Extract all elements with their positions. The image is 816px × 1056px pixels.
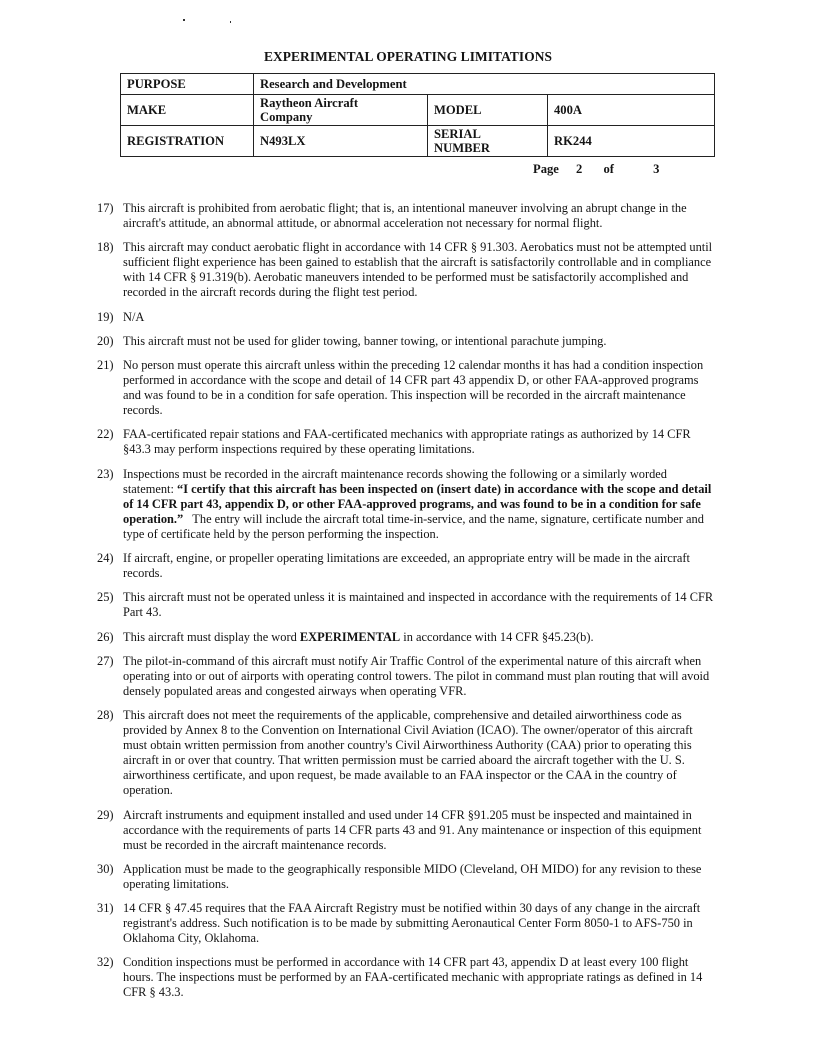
item-number: 25) [97,590,114,605]
list-item-21 [97,358,717,418]
item-text: No person must operate this aircraft unless within the preceding 12 calendar months it has had a condition inspection performed in accordance with the scope and detail of 14 CFR part 43 appendix D, or other FAA-approved programs and was found to be in a condition for safe operation. This inspection will be recorded in the aircraft maintenance records. [123,358,704,418]
item-text: If aircraft, engine, or propeller operating limitations are exceeded, an appropriate entry will be made in the aircraft records. [123,551,690,581]
item-text: This aircraft is prohibited from aerobatic flight; that is, an intentional maneuver involving an abrupt change in the aircraft's attitude, an abnormal attitude, or abnormal acceleration not necessary for normal flight. [123,201,687,230]
page-current: 2 [576,162,583,176]
table-row-registration [121,126,715,157]
page-indicator [533,162,659,177]
list-item-23 [97,467,717,542]
document-title: EXPERIMENTAL OPERATING LIMITATIONS [263,49,553,64]
registration-value: N493LX [254,126,428,157]
page-cutoff [0,1004,816,1056]
model-label: MODEL [428,95,548,126]
item-text: The entry will include the aircraft total time-in-service, and the name, signature, certificate number and type of certificate held by the person performing the inspection. [123,511,707,541]
item-number: 21) [97,358,114,373]
aircraft-info-table [120,73,715,157]
table-row-make [121,95,715,126]
list-item-26 [97,630,717,645]
registration-label: REGISTRATION [121,126,254,157]
purpose-label: PURPOSE [121,74,254,95]
list-item-22 [97,427,717,457]
item-text: The pilot-in-command of this aircraft must notify Air Traffic Control of the experimental nature of this aircraft when operating into or out of airports with operating control towers. The pilot in command must plan routing that will avoid densely populated areas and congested airways when operating VFR. [123,653,710,698]
list-item-27 [97,654,717,699]
model-value: 400A [548,95,715,126]
item-number: 20) [97,333,114,348]
item-number: 19) [97,309,114,324]
limitations-list [97,201,717,1010]
list-item-25 [97,590,717,620]
page-total: 3 [653,162,660,176]
item-text: Application must be made to the geographically responsible MIDO (Cleveland, OH MIDO) for any revision to these operating limitations. [123,861,702,891]
list-item-19 [97,310,717,325]
item-text: Inspections must be recorded in the aircraft maintenance records showing the following or a similarly worded statement: [123,466,667,496]
item-number: 28) [97,708,114,723]
scan-speck [183,19,185,21]
certification-statement: “I certify that this aircraft has been inspected on (insert date) in accordance with the scope and detail of 14 CFR part 43, appendix D, or other FAA-approved programs, and was found to be in a condition for safe operation.” [123,481,712,526]
item-text: N/A [123,309,145,324]
list-item-24 [97,551,717,581]
item-number: 29) [97,807,114,822]
item-text: This aircraft must display the word [123,629,300,644]
list-item-30 [97,862,717,892]
item-text: This aircraft may conduct aerobatic flight in accordance with 14 CFR § 91.303. Aerobatics must not be attempted until sufficient flight experience has been gained to establish that the aircraft is satisfactorily controllable and in compliance with 14 CFR § 91.319(b). Aerobatic maneuvers intended to be performed must be satisfactorily accomplished and recorded in the aircraft records during the flight test period. [123,240,713,300]
experimental-word: EXPERIMENTAL [299,629,401,644]
make-value-text: Raytheon Aircraft Company [260,96,359,124]
item-number: 31) [97,901,114,916]
item-number: 32) [97,955,114,970]
page-of-label: of [603,162,614,176]
serial-value: RK244 [548,126,715,157]
list-item-31 [97,901,717,946]
list-item-18 [97,240,717,300]
list-item-29 [97,808,717,853]
item-text: This aircraft does not meet the requirements of the applicable, comprehensive and detailed airworthiness code as provided by Annex 8 to the Convention on International Civil Aviation (ICAO). The owner/operator of this aircraft must obtain written permission from another country's Civil Airworthiness Authority (CAA) prior to operating this aircraft in or over that country. That written permission must be carried aboard the aircraft together with the U. S. airworthiness certificate, and upon request, be made available to an FAA inspector or the CAA in the country of operation. [123,708,693,798]
item-text: This aircraft must not be operated unless it is maintained and inspected in accordance with the requirements of 14 CFR Part 43. [123,590,714,620]
item-text: Condition inspections must be performed in accordance with 14 CFR part 43, appendix D at least every 100 flight hours. The inspections must be performed by an FAA-certificated mechanic with appropriate ratings as defined in 14 CFR § 43.3. [123,955,703,1000]
item-text: 14 CFR § 47.45 requires that the FAA Aircraft Registry must be notified within 30 days of any change in the aircraft registrant's address. Such notification is to be made by submitting Aeronautical Center Form 8050-1 to AFS-750 in Oklahoma City, Oklahoma. [123,901,701,946]
item-number: 18) [97,240,114,255]
list-item-28 [97,708,717,798]
item-number: 26) [97,629,114,644]
item-number: 27) [97,653,114,668]
serial-label-text: SERIAL NUMBER [434,127,490,155]
item-number: 22) [97,427,114,442]
purpose-value: Research and Development [254,74,715,95]
page-label: Page [533,162,559,176]
item-text: FAA-certificated repair stations and FAA-certificated mechanics with appropriate ratings as authorized by 14 CFR §43.3 may perform inspections required by these operating limitations. [123,427,691,457]
item-number: 23) [97,466,114,481]
item-text: Aircraft instruments and equipment installed and used under 14 CFR §91.205 must be inspected and maintained in accordance with the requirements of parts 14 CFR parts 43 and 91. Any maintenance or inspection of this equipment must be recorded in the aircraft maintenance records. [123,807,702,852]
serial-label [428,126,548,157]
list-item-32 [97,955,717,1000]
item-number: 17) [97,201,114,215]
item-number: 30) [97,861,114,876]
list-item-17 [97,201,717,231]
scan-speck [230,21,231,23]
item-number: 24) [97,551,114,566]
table-row-purpose [121,74,715,95]
make-value [254,95,428,126]
item-text: This aircraft must not be used for glider towing, banner towing, or intentional parachute jumping. [123,333,607,348]
item-text: in accordance with 14 CFR §45.23(b). [400,629,594,644]
list-item-20 [97,334,717,349]
make-label: MAKE [121,95,254,126]
